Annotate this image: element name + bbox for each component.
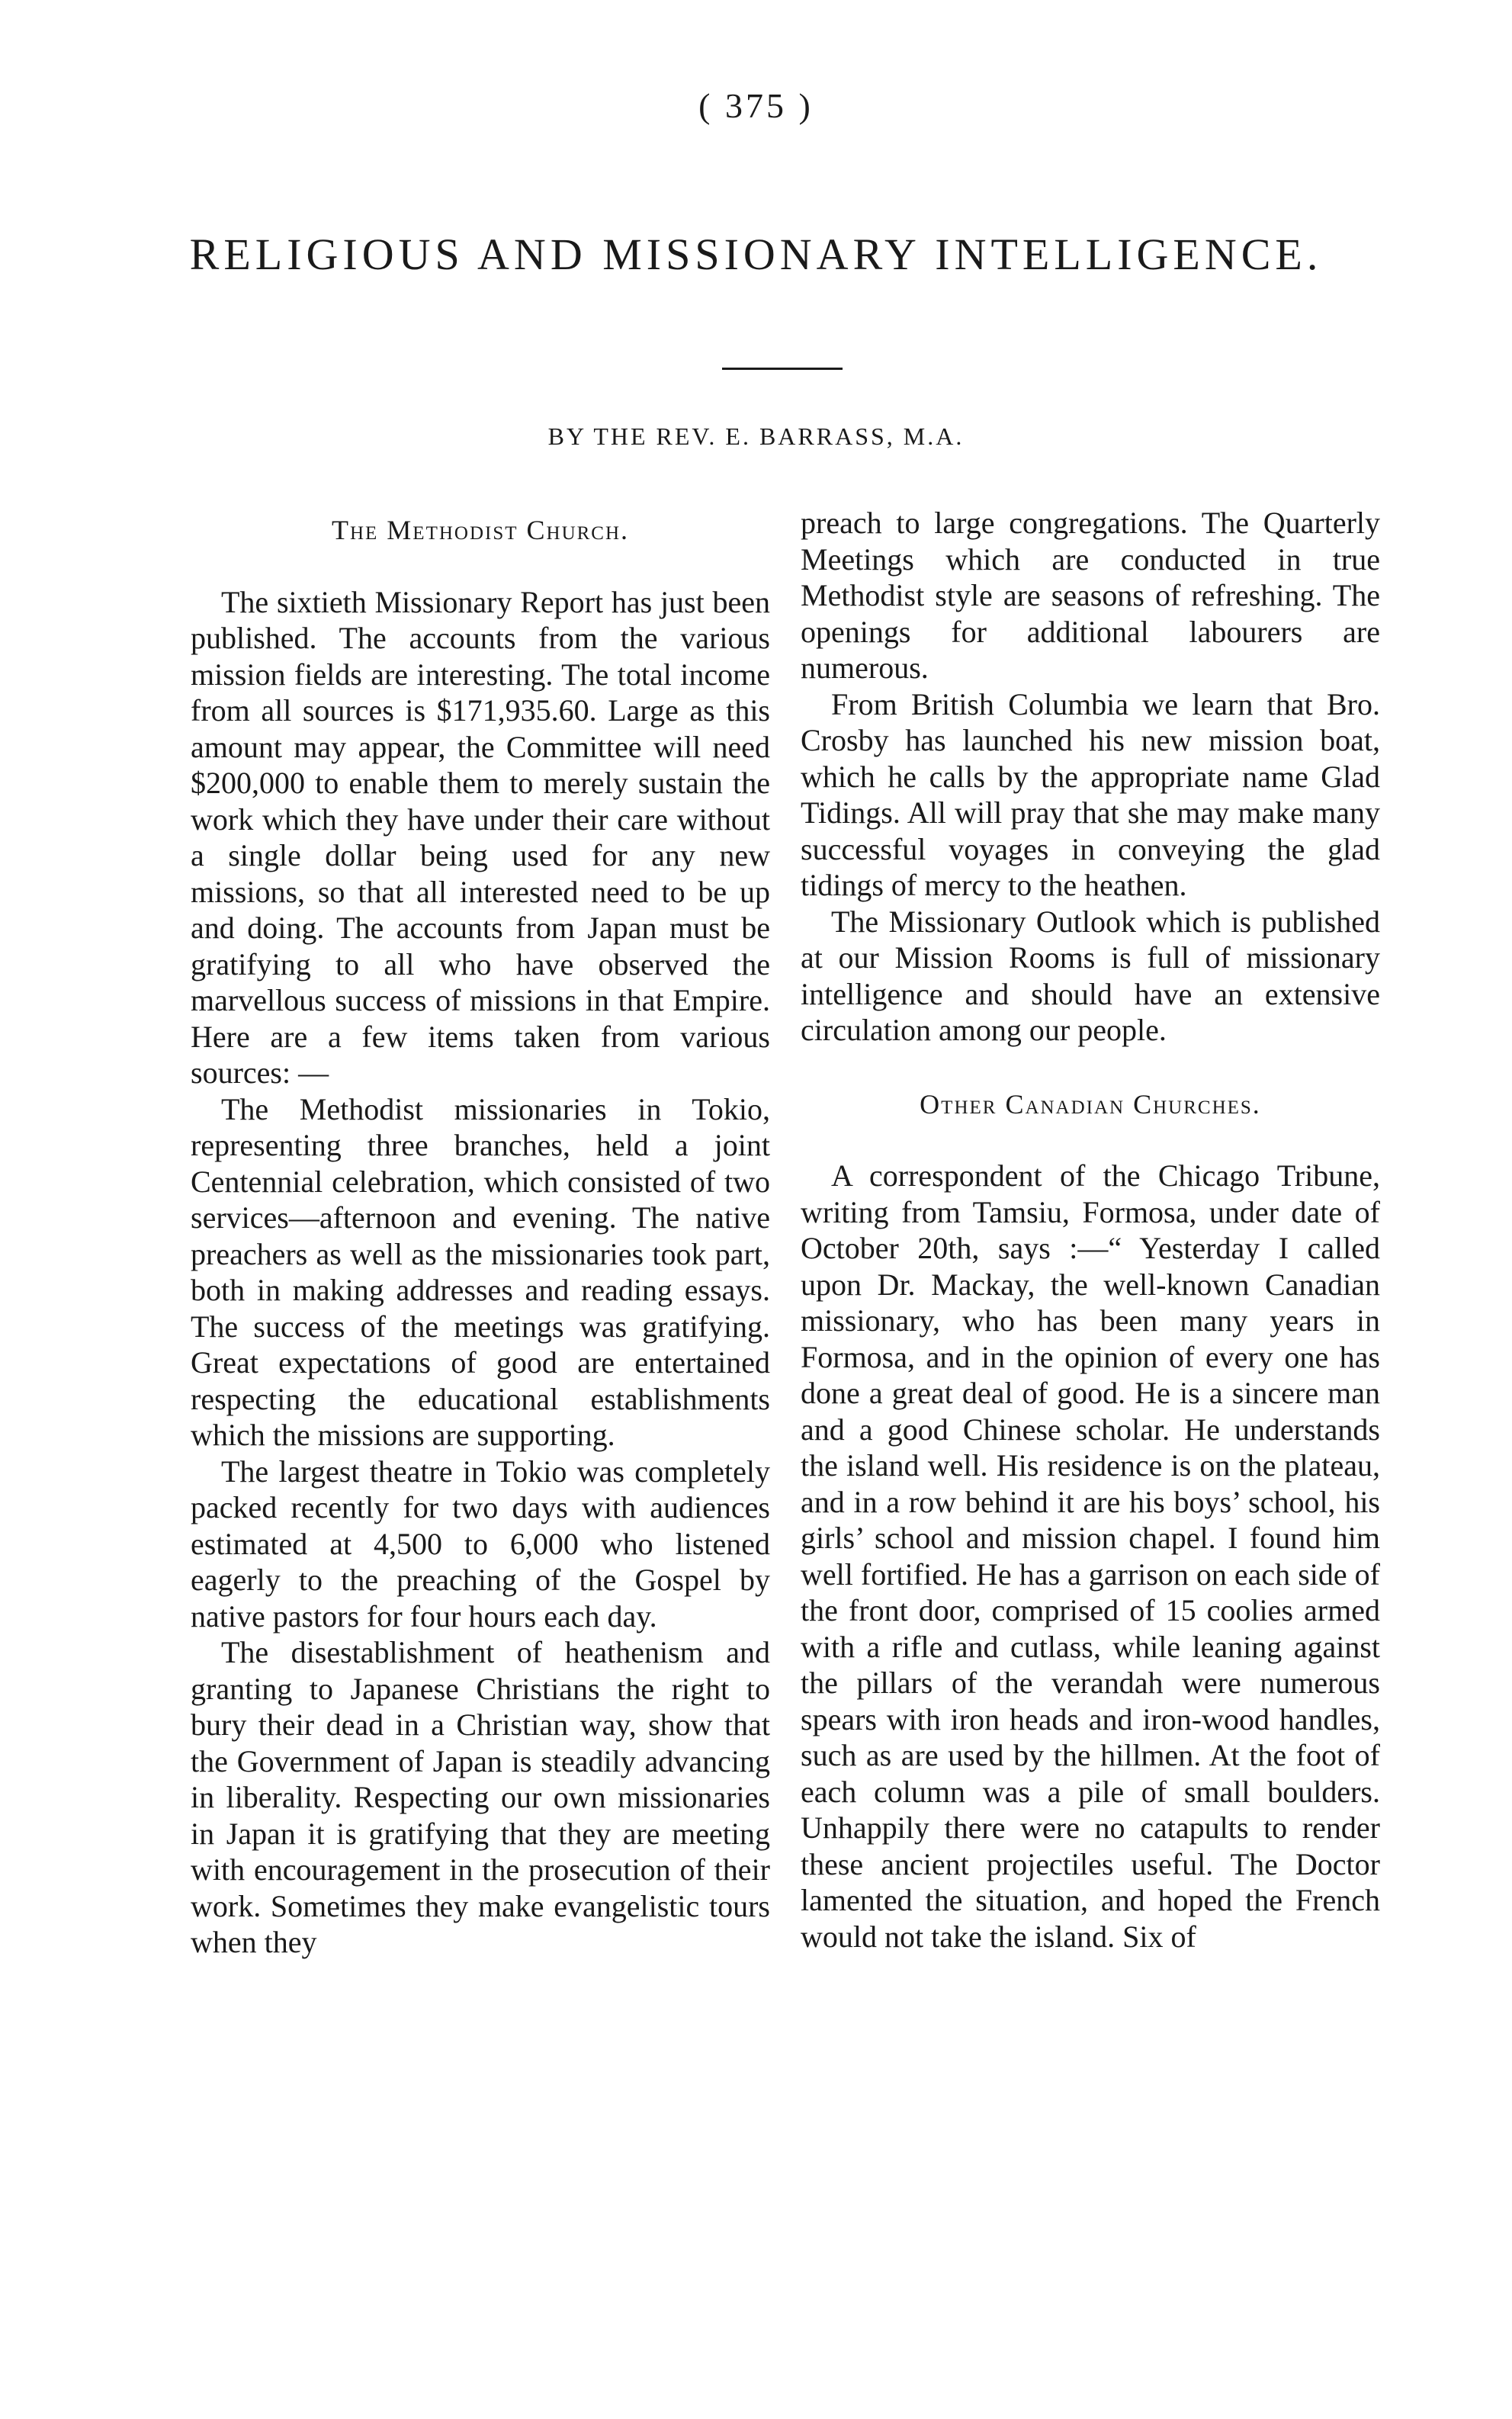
byline: BY THE REV. E. BARRASS, M.A. (547, 422, 965, 450)
section-heading-other-canadian-churches: Other Canadian Churches. (920, 1088, 1261, 1120)
paragraph: The largest theatre in Tokio was completely packed recently for two days with audiences estimated at 4,500 to 6,000 who listened eagerly to the preaching of the Gospel by native pastors for four hours each day. (191, 1454, 770, 1634)
left-column (191, 512, 770, 1961)
paragraph: From British Columbia we learn that Bro. Crosby has launched his new mission boat, which he calls by the appropriate name Glad Tidings. All will pray that she may make many successful voyages in conveying the glad tidings of mercy to the heathen. (801, 686, 1380, 902)
article-title: RELIGIOUS AND MISSIONARY INTELLIGENCE. (189, 230, 1323, 279)
paragraph: The Missionary Outlook which is published at our Mission Rooms is full of missionary intelligence and should have an extensive circulation among our people. (801, 904, 1380, 1047)
page-number: ( 375 ) (698, 86, 814, 125)
paragraph: The sixtieth Missionary Report has just been published. The accounts from the various mission fields are interesting. The total income from all sources is $171,935.60. Large as this amount may appear, the Committee will need $200,000 to enable them to merely sustain the work which they have under their care without a single dollar being used for any new missions, so that all interested need to be up and doing. The accounts from Japan must be gratifying to all who have observed the marvellous success of missions in that Empire. Here are a few items taken from various sources: — (191, 584, 770, 1090)
right-column (801, 505, 1380, 1955)
title-divider (722, 368, 843, 370)
paragraph-continuation: preach to large congregations. The Quarterly Meetings which are conducted in true Methodist style are seasons of refreshing. The openings for additional labourers are numerous. (801, 506, 1380, 685)
paragraph: The Methodist missionaries in Tokio, representing three branches, held a joint Centennial celebration, which consisted of two services—afternoon and evening. The native preachers as well as the missionaries took part, both in making addresses and reading essays. The success of the meetings was gratifying. Great expectations of good are entertained respecting the educational establishments which the missions are supporting. (191, 1091, 770, 1452)
paragraph: A correspondent of the Chicago Tribune, writing from Tamsiu, Formosa, under date of October 20th, says :—“ Yesterday I called upon Dr. Mackay, the well-known Canadian missionary, who has been many years in Formosa, and in the opinion of every one has done a great deal of good. He is a sincere man and a good Chinese scholar. He understands the island well. His residence is on the plateau, and in a row behind it are his boys’ school, his girls’ school and mission chapel. I found him well fortified. He has a garrison on each side of the front door, comprised of 15 coolies armed with a rifle and cutlass, while leaning against the pillars of the verandah were numerous spears with iron heads and iron-wood handles, such as are used by the hillmen. At the foot of each column was a pile of small boulders. Unhappily there were no catapults to render these ancient projectiles useful. The Doctor lamented the situation, and hoped the French would not take the island. Six of (801, 1158, 1380, 1954)
section-heading-methodist-church: The Methodist Church. (331, 515, 630, 545)
paragraph: The disestablishment of heathenism and granting to Japanese Christians the right to bury their dead in a Christian way, show that the Government of Japan is steadily advancing in liberality. Respecting our own missionaries in Japan it is gratifying that they are meeting with encouragement in the prosecution of their work. Sometimes they make evangelistic tours when they (191, 1635, 770, 1959)
